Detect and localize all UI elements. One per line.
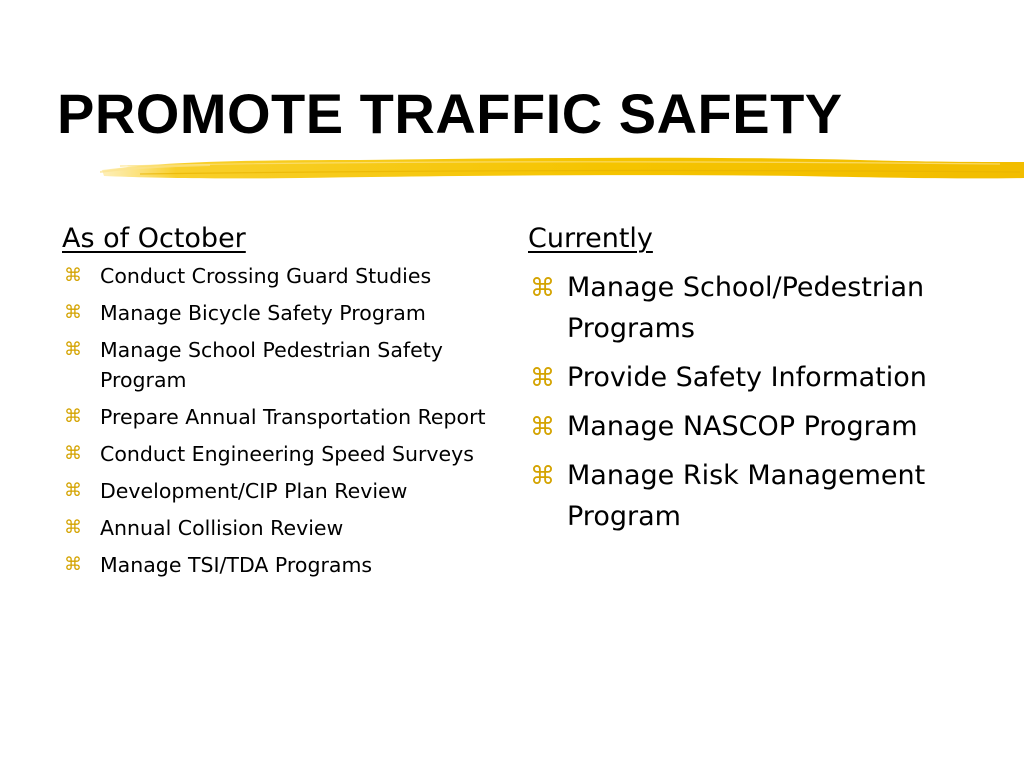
bullet-icon: ⌘ <box>64 554 82 575</box>
list-item: ⌘ Annual Collision Review <box>62 513 492 543</box>
left-column <box>62 221 492 587</box>
list-item: ⌘ Conduct Crossing Guard Studies <box>62 261 492 291</box>
bullet-icon: ⌘ <box>64 265 82 286</box>
bullet-icon: ⌘ <box>530 461 555 490</box>
list-item: ⌘ Development/CIP Plan Review <box>62 476 492 506</box>
list-item: ⌘ Manage Risk Management Program <box>528 455 948 537</box>
list-item: ⌘ Manage Bicycle Safety Program <box>62 298 492 328</box>
right-bullet-list <box>528 267 948 537</box>
highlighter-stroke <box>100 148 1024 184</box>
left-column-heading: As of October <box>62 223 246 254</box>
slide-title: PROMOTE TRAFFIC SAFETY <box>57 82 843 145</box>
list-item: ⌘ Conduct Engineering Speed Surveys <box>62 439 492 469</box>
list-item: ⌘ Manage School Pedestrian Safety Program <box>62 335 492 395</box>
bullet-icon: ⌘ <box>64 480 82 501</box>
bullet-icon: ⌘ <box>64 406 82 427</box>
list-item: ⌘ Prepare Annual Transportation Report <box>62 402 492 432</box>
bullet-icon: ⌘ <box>64 339 82 360</box>
bullet-icon: ⌘ <box>530 273 555 302</box>
list-item: ⌘ Manage NASCOP Program <box>528 406 948 447</box>
bullet-icon: ⌘ <box>530 363 555 392</box>
bullet-icon: ⌘ <box>64 302 82 323</box>
bullet-icon: ⌘ <box>530 412 555 441</box>
left-bullet-list <box>62 261 492 580</box>
list-item: ⌘ Provide Safety Information <box>528 357 948 398</box>
bullet-icon: ⌘ <box>64 517 82 538</box>
right-column-heading: Currently <box>528 223 653 254</box>
list-item: ⌘ Manage TSI/TDA Programs <box>62 550 492 580</box>
list-item: ⌘ Manage School/Pedestrian Programs <box>528 267 948 349</box>
right-column <box>528 221 948 545</box>
bullet-icon: ⌘ <box>64 443 82 464</box>
